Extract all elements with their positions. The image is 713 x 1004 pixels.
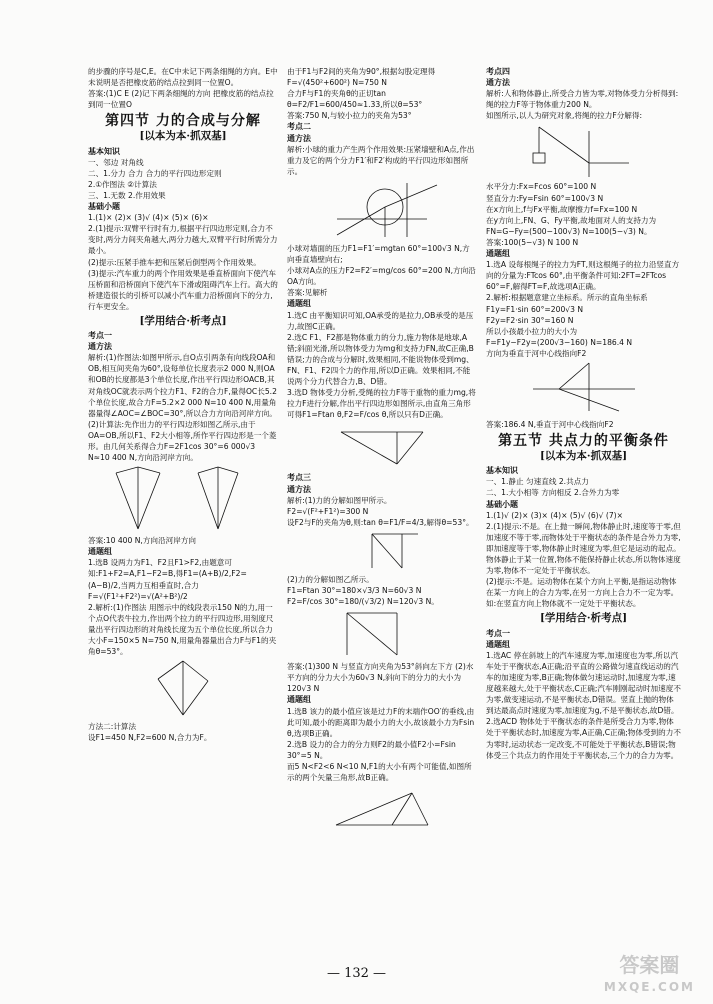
right-block-30: 通题组 [486, 639, 510, 649]
left-block-5: 一、邻边 对角线 [88, 157, 144, 167]
middle-block-8: 答案:见解析 [287, 288, 328, 298]
middle-block-7: 小球对A点的压力F2=F2′=mg/cos 60°=200 N,方向沿OA方向。 [287, 266, 476, 287]
left-block-15: 考点一 [88, 331, 112, 341]
right-block-31: 1.选AC 停在斜坡上的汽车速度为零,加速度也为零,所以汽车处于平衡状态,A正确;沿平直的公路做匀速直线运动的汽车的加速度为零,B正确;物体做匀速运动时,加速度为零,速度越来越大,处于平衡状态,C正确;汽车刚刚起动时加速度不为零,做变速运动,不是平衡状态,D错误。竖直上抛的物体到达最高点时速度为零,加速度为g,不是平衡状态,故D错。 [486, 650, 681, 716]
middle-block-1: 合力F与F1的夹角θ的正切tan θ=F2/F1=600/450≈1.33,所以θ=53° [287, 89, 423, 110]
force-decomposition-figure-yi [337, 609, 427, 659]
left-block-3: [以本为本·抓双基] [139, 130, 227, 143]
right-column [486, 66, 681, 761]
middle-block-22: 通题组 [287, 695, 311, 705]
force-triangle-figure [337, 422, 427, 470]
left-block-6: 二、1.分力 合力 合力的平行四边形定则 [88, 168, 222, 178]
left-block-11: 2.(1)提示:双臂平行时有力,根据平行四边形定则,合力不变时,两分力间夹角越大,两分力越大,双臂平行时所需分力最小。 [88, 224, 278, 256]
middle-block-24: 2.选B 设力的合力的分力则F2的最小值F2小=Fsin 30°=5 N。 [287, 739, 456, 760]
left-block-4: 基本知识 [88, 146, 120, 156]
middle-block-23: 1.选B 该力的最小值应该是过力F的末端作OO′的垂线,由此可知,最小的距离即为最小力的大小,故该最小力为Fsin θ,选项B正确。 [287, 706, 475, 738]
right-block-28: [学用结合·析考点] [539, 612, 628, 625]
right-block-15: 所以小孩最小拉力的大小为 [486, 326, 578, 336]
right-block-16: F=F1y−F2y=(200√3−160) N=186.4 N [486, 337, 633, 347]
right-block-17: 方向为垂直于河中心线指向F2 [486, 348, 587, 358]
right-block-1: 通方法 [486, 78, 510, 88]
force-diagram-figure [108, 465, 258, 533]
left-block-2: 第四节 力的合成与分解 [105, 113, 261, 130]
force-decomposition-figure-jia [342, 530, 422, 572]
right-block-2: 解析:人和物体静止,所受合力皆为零,对物体受力分析得到:绳的拉力F等于物体重力200 N。 [486, 89, 679, 110]
right-block-4: 水平分力:Fx=Fcos 60°=100 N [486, 182, 597, 192]
vector-triangle-figure [332, 785, 432, 829]
right-block-32: 2.选ACD 物体处于平衡状态的条件是所受合力为零,物体处于平衡状态时,加速度为零,A正确,C正确;物体受到的力不为零时,运动状态一定改变,不可能处于平衡状态,B错误;物体受三个共点力的作用处于平衡状态,三个力的合力为零。 [486, 717, 681, 760]
right-block-3: 如图所示,以人为研究对象,将绳的拉力F分解得: [486, 111, 643, 121]
left-block-9: 基础小题 [88, 202, 120, 212]
left-block-10: 1.(1)× (2)× (3)√ (4)× (5)× (6)× [88, 213, 209, 223]
middle-block-16: F2=√(F²+F1²)=300 N [287, 506, 369, 516]
left-block-20: 通题组 [88, 547, 112, 557]
left-block-12: (2)提示:压紧手推车把和压紧后倒型两个作用效果。 [88, 257, 261, 267]
right-block-22: 一、1.静止 匀速直线 2.共点力 [486, 477, 589, 487]
left-block-7: 2.①作图法 ②计算法 [88, 179, 157, 189]
middle-block-5: 解析:小球的重力产生两个作用效果:压紧墙壁和A点,作出重力及它的两个分力F1′和F2′构成的平行四边形如图所示。 [287, 144, 475, 176]
middle-block-13: 考点三 [287, 473, 311, 483]
left-block-24: 设F1=450 N,F2=600 N,合力为F。 [88, 733, 212, 743]
ball-on-wall-figure [307, 179, 457, 241]
middle-block-11: 2.选C F1、F2都是物体重力的分力,施力物体是地球,A错;斜面光滑,所以物体受力为mg和支持力FN,故C正确,B错误;力的合成与分解时,效果相同,不能说物体受到mg、FN、F1、F2四个力的作用,所以D正确。效果相同,不能说两个分力代替合力,B、D错。 [287, 332, 474, 387]
right-block-24: 基础小题 [486, 499, 518, 509]
middle-block-18: (2)力的分解如图乙所示。 [287, 574, 374, 584]
right-block-6: 在x方向上,f与Fx平衡,故摩擦力f=Fx=100 N [486, 204, 638, 214]
page-number: — 132 — [326, 966, 387, 981]
middle-block-12: 3.选D 物体受力分析,受绳的拉力F等于重物的重力mg,将拉力F进行分解,作出平行四边形如图所示,由直角三角形可得F1=Ftan θ,F2=F/cos θ,所以只有D正确。 [287, 388, 476, 420]
right-block-23: 二、1.大小相等 方向相反 2.合外力为零 [486, 488, 620, 498]
left-block-13: (3)提示:汽车重力的两个作用效果是垂直桥面向下使汽车压桥面和沿桥面向下使汽车下滑或阻碍汽车上行。高大的桥建造很长的引桥可以减小汽车重力沿桥面向下的分力,行车更安全。 [88, 268, 278, 311]
right-block-14: F2y=F2·sin 30°=160 N [486, 315, 574, 325]
right-block-19: 第五节 共点力的平衡条件 [498, 433, 669, 450]
watermark-logo: 答案圈 MXQE.COM [603, 953, 695, 994]
right-block-21: 基本知识 [486, 466, 518, 476]
middle-block-14: 通方法 [287, 484, 311, 494]
right-block-27: (2)提示:不是。运动物体在某个方向上平衡,是指运动物体在某一方向上的合力为零,在另一方向上合力不一定为零。如:在竖直方向上物体就不一定处于平衡状态。 [486, 577, 679, 609]
right-block-10: 通题组 [486, 249, 510, 259]
left-block-8: 三、1.无数 2.作用效果 [88, 190, 166, 200]
left-block-1: 答案:(1)C E (2)记下两条细绳的方向 把橡皮筋的结点拉到同一位置O [88, 89, 274, 110]
middle-block-9: 通题组 [287, 299, 311, 309]
left-block-17: 解析:(1)作图法:如图甲所示,自O点引两条有向线段OA和OB,相互间夹角为60°,设每单位长度表示2 000 N,则OA和OB的长度都是3个单位长度,作出平行四边形OACB,其对角线OC就表示两个拉力F1、F2的合力F,量得OC长5.2个单位长度,故合力F=5.2×2 000 N=10 400 N,用量角器量得∠AOC=∠BOC=30°,所以合力方向沿河岸方向。 [88, 353, 277, 418]
middle-block-6: 小球对墙面的压力F1=F1′=mgtan 60°=100√3 N,方向垂直墙壁向右; [287, 243, 470, 265]
middle-block-2: 答案:750 N,与较小拉力的夹角为53° [287, 111, 412, 121]
person-pulling-rope-figure [529, 123, 639, 179]
middle-block-10: 1.选C 由平衡知识可知,OA承受的是拉力,OB承受的是压力,故图C正确。 [287, 310, 474, 331]
left-block-23: 方法二:计算法 [88, 722, 137, 732]
middle-block-17: 设F2与F的夹角为θ,则:tan θ=F1/F=4/3,解得θ=53°。 [287, 517, 474, 527]
right-block-13: F1y=F1·sin 60°=200√3 N [486, 304, 584, 314]
right-block-9: 答案:100(5−√3) N 100 N [486, 237, 579, 247]
left-block-19: 答案:10 400 N,方向沿河岸方向 [88, 536, 196, 546]
river-forces-figure [529, 361, 639, 417]
right-block-11: 1.选A 设每根绳子的拉力为FT,则这根绳子的拉力沿竖直方向的分量为:FTcos 60°,由平衡条件可知:2FT=2FTcos 60°=F,解得FT=F,故选项A正确。 [486, 260, 680, 292]
left-block-22: 2.解析:(1)作图法 用图示中的线段表示150 N的力,用一个点O代表牛拉力,作出两个拉力的平行四边形,用刻度尺量出平行四边形的对角线长度为五个单位长度,所以合力大小F=150×5 N=750 N,用量角器量出合力F与F1的夹角θ=53°。 [88, 602, 277, 657]
right-block-18: 答案:186.4 N,垂直于河中心线指向F2 [486, 419, 614, 429]
left-block-16: 通方法 [88, 342, 112, 352]
middle-block-20: F2=F/cos 30°=180/(√3/2) N=120√3 N。 [287, 597, 439, 607]
middle-block-15: 解析:(1)力的分解如图甲所示。 [287, 495, 392, 505]
right-block-8: FN=G−Fy=(500−100√3) N=100(5−√3) N。 [486, 226, 652, 236]
left-block-18: (2)计算法:先作出力的平行四边形如图乙所示,由于OA=OB,所以F1、F2大小相等,所作平行四边形是一个菱形。由几何关系得合力F=2F1cos 30°=6 000√3 N≈10 400 N,方向沿河岸方向。 [88, 419, 277, 463]
parallelogram-figure [148, 659, 218, 719]
right-block-20: [以本为本·抓双基] [539, 450, 628, 463]
right-block-29: 考点一 [486, 628, 510, 638]
left-block-21: 1.选B 设两力为F1、F2且F1>F2,由题意可知:F1+F2=A,F1−F2=B,得F1=(A+B)/2,F2=(A−B)/2,当两力互相垂直时,合力F=√(F1²+F2²)=√(A²+B²)/2 [88, 558, 247, 601]
middle-block-4: 通方法 [287, 133, 311, 143]
left-block-14: [学用结合·析考点] [139, 314, 227, 327]
right-block-12: 2.解析:根据题意建立坐标系。所示的直角坐标系 [486, 293, 648, 303]
right-block-26: 2.(1)提示:不是。在上抛一瞬间,物体静止时,速度等于零,但加速度不等于零,而物体处于平衡状态的条件是合外力为零,即加速度等于零,物体静止时速度为零,但它是运动的起点。物体静止于某一位置,物体不能保持静止状态,所以物体速度为零,物体不一定处于平衡状态。 [486, 521, 681, 576]
left-block-0: 的步骤的序号是C,E。在C中未记下两条细绳的方向。E中未说明是否把橡皮筋的结点拉到同一位置O。 [88, 67, 278, 88]
middle-column [287, 66, 477, 831]
left-column [88, 66, 278, 743]
middle-block-25: 而5 N<F2<6 N<10 N,F1的大小有两个可能值,如图所示的两个矢量三角形,故B正确。 [287, 762, 472, 783]
right-block-25: 1.(1)√ (2)× (3)× (4)× (5)√ (6)√ (7)× [486, 510, 623, 520]
middle-block-3: 考点二 [287, 122, 311, 132]
right-block-7: 在y方向上,FN、G、Fy平衡,故地面对人的支持力为 [486, 215, 657, 225]
middle-block-21: 答案:(1)300 N 与竖直方向夹角为53°斜向左下方 (2)水平方向的分力大小为60√3 N,斜向下的分力的大小为120√3 N [287, 662, 474, 694]
middle-block-19: F1=Ftan 30°=180×√3/3 N=60√3 N [287, 586, 422, 595]
middle-block-0: 由于F1与F2间的夹角为90°,根据勾股定理得F=√(450²+600²) N=750 N [287, 67, 436, 88]
right-block-0: 考点四 [486, 67, 510, 76]
right-block-5: 竖直分力:Fy=Fsin 60°=100√3 N [486, 193, 604, 203]
